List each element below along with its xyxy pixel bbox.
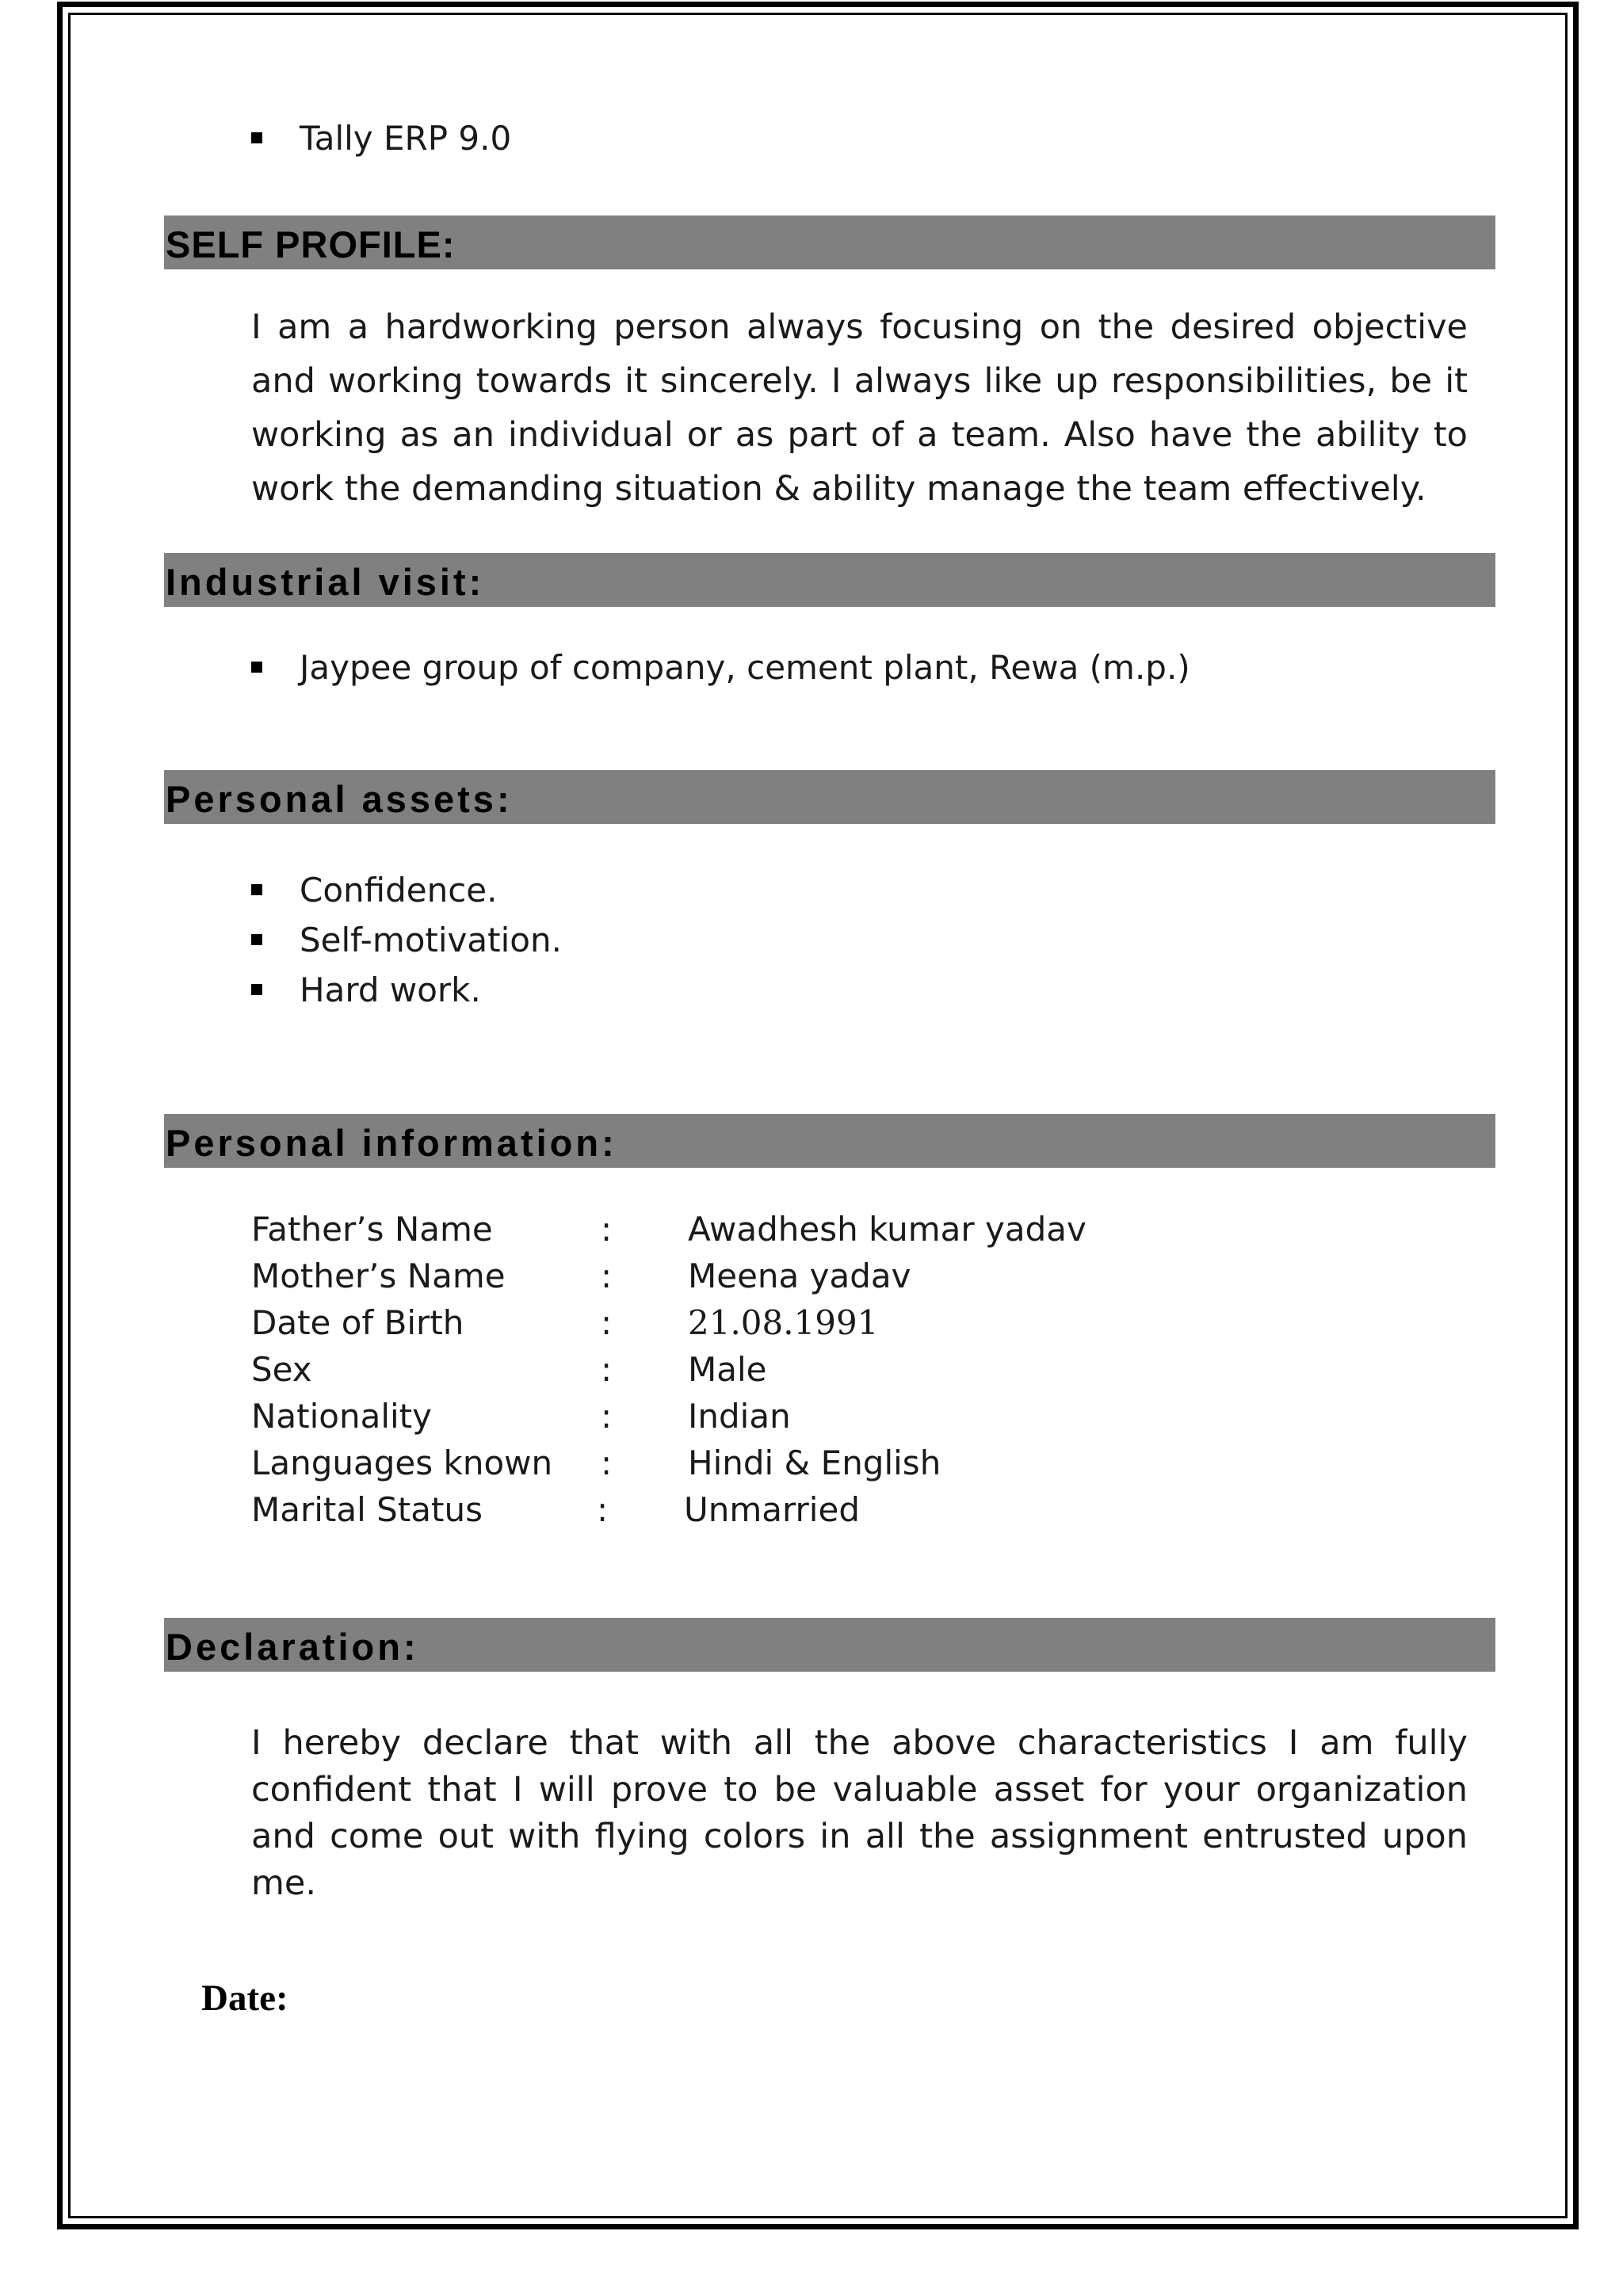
info-row-marital-status <box>251 1486 1202 1533</box>
info-label: Nationality <box>251 1397 433 1436</box>
skills-list <box>251 113 511 164</box>
section-bar-personal-assets <box>164 770 1495 824</box>
info-row-date-of-birth <box>251 1299 1202 1346</box>
list-item <box>251 113 511 164</box>
list-item-text: Hard work. <box>300 971 481 1009</box>
info-value: Unmarried <box>684 1490 860 1529</box>
section-heading: Personal information: <box>166 1122 617 1164</box>
list-item-text: Confidence. <box>300 871 498 910</box>
section-bar-declaration <box>164 1618 1495 1672</box>
info-row-languages-known <box>251 1440 1202 1486</box>
info-label: Date of Birth <box>251 1303 464 1342</box>
square-bullet-icon <box>251 934 262 945</box>
info-separator: : <box>601 1257 613 1295</box>
info-label: Mother’s Name <box>251 1257 506 1295</box>
square-bullet-icon <box>251 884 262 895</box>
info-separator: : <box>601 1444 613 1482</box>
info-value: Awadhesh kumar yadav <box>688 1210 1086 1249</box>
square-bullet-icon <box>251 662 262 673</box>
info-value: 21.08.1991 <box>688 1303 879 1342</box>
personal-assets-list <box>251 865 562 1015</box>
info-row-sex <box>251 1346 1202 1393</box>
square-bullet-icon <box>251 132 262 143</box>
section-heading: Industrial visit: <box>166 561 485 603</box>
info-label: Father’s Name <box>251 1210 493 1249</box>
self-profile-text: I am a hardworking person always focusing on the desired objective and working towards it sincerely. I always like up responsibilities, be it working as an individual or as part of a team. Also have the ability to work the demanding situation & ability manage the team effectively. <box>251 307 1468 509</box>
info-value: Indian <box>688 1397 791 1436</box>
list-item <box>251 965 562 1015</box>
list-item-text: Tally ERP 9.0 <box>300 119 512 158</box>
info-separator: : <box>601 1210 613 1249</box>
list-item <box>251 915 562 965</box>
section-bar-personal-information <box>164 1114 1495 1168</box>
square-bullet-icon <box>251 984 262 995</box>
info-separator: : <box>597 1490 609 1529</box>
section-bar-industrial-visit <box>164 553 1495 607</box>
list-item <box>251 865 562 915</box>
section-heading: Declaration: <box>166 1626 419 1668</box>
list-item-text: Jaypee group of company, cement plant, Rewa (m.p.) <box>300 648 1190 687</box>
info-label: Languages known <box>251 1444 553 1482</box>
info-separator: : <box>601 1397 613 1436</box>
info-value: Male <box>688 1350 767 1389</box>
list-item-text: Self-motivation. <box>300 921 562 959</box>
info-separator: : <box>601 1303 613 1342</box>
info-row-nationality <box>251 1393 1202 1440</box>
declaration-text: I hereby declare that with all the above characteristics I am fully confident that I will prove to be valuable asset for your organization and come out with flying colors in all the assignment entrusted upon me. <box>251 1723 1468 1903</box>
list-item <box>251 643 1190 693</box>
info-row-mothers-name <box>251 1253 1202 1299</box>
industrial-visit-list <box>251 643 1190 693</box>
info-row-fathers-name <box>251 1206 1202 1253</box>
info-value: Meena yadav <box>688 1257 911 1295</box>
section-heading: SELF PROFILE: <box>166 223 456 265</box>
info-label: Marital Status <box>251 1490 483 1529</box>
section-bar-self-profile <box>164 215 1495 269</box>
section-heading: Personal assets: <box>166 778 513 820</box>
info-separator: : <box>601 1350 613 1389</box>
date-label: Date: <box>201 1978 288 2019</box>
info-label: Sex <box>251 1350 312 1389</box>
info-value: Hindi & English <box>688 1444 941 1482</box>
